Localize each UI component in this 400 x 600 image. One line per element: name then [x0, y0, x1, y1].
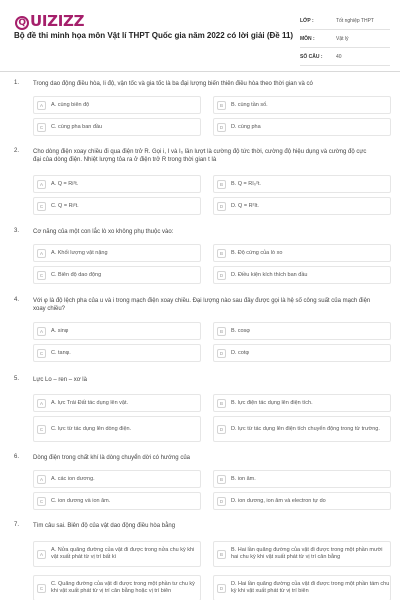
option-a[interactable] [33, 394, 201, 412]
option-letter: C [37, 123, 46, 132]
logo-q-mark: Q [15, 16, 29, 30]
meta-row-count [300, 48, 390, 66]
option-text: C. ion dương và ion âm. [51, 497, 111, 504]
option-text: C. cùng pha ban đầu [51, 123, 103, 130]
option-b[interactable] [213, 541, 391, 567]
meta-key: LỚP : [300, 17, 314, 24]
option-letter: A [37, 249, 46, 258]
option-letter: D [217, 271, 226, 280]
option-letter: A [37, 475, 46, 484]
option-letter: B [217, 399, 226, 408]
option-letter: C [37, 584, 46, 593]
option-c[interactable] [33, 492, 201, 510]
question-number: 5. [14, 376, 20, 382]
option-d[interactable] [213, 575, 391, 600]
option-text: D. lực từ tác dụng lên điện tích chuyển động trong từ trường. [231, 425, 380, 432]
question-text: Cho dòng điện xoay chiều đi qua điện trở R. Gọi i, I và I₀ lần lượt là cường độ tức thời, cường độ hiệu dụng và cường độ cực đại của dòng điện. Nhiệt lượng tỏa ra ở điện trở R trong thời gian t là [33, 149, 367, 163]
option-letter: A [37, 550, 46, 559]
option-letter: C [37, 202, 46, 211]
option-d[interactable] [213, 416, 391, 442]
option-text: B. ion âm. [231, 475, 256, 482]
option-c[interactable] [33, 197, 201, 215]
option-letter: D [217, 584, 226, 593]
option-c[interactable] [33, 575, 201, 600]
option-letter: D [217, 123, 226, 132]
option-text: B. cùng tần số. [231, 101, 268, 108]
option-text: D. Q = R²It. [231, 202, 259, 209]
question-text: Tìm câu sai. Biên độ của vật dao động điều hòa bằng [33, 523, 176, 529]
option-text: B. Q = RI₀²t. [231, 180, 261, 187]
meta-row-grade [300, 12, 390, 30]
option-c[interactable] [33, 118, 201, 136]
meta-key: MÔN : [300, 35, 315, 42]
meta-row-subject [300, 30, 390, 48]
option-d[interactable] [213, 492, 391, 510]
option-text: C. Q = Ri²t. [51, 202, 79, 209]
option-text: B. Hai lần quãng đường của vật đi được trong một phần mười hai chu kỳ khi vật xuất phát từ vị trí cân bằng [231, 547, 383, 560]
option-a[interactable] [33, 541, 201, 567]
question-text: Trong dao động điều hòa, li độ, vận tốc và gia tốc là ba đại lượng biến thiên điều hòa theo thời gian và có [33, 81, 313, 87]
option-b[interactable] [213, 175, 391, 193]
option-letter: A [37, 399, 46, 408]
question-number: 3. [14, 228, 20, 234]
meta-value: Vật lý [336, 35, 349, 42]
option-letter: B [217, 101, 226, 110]
question-text: Cơ năng của một con lắc lò xo không phụ thuộc vào: [33, 229, 174, 235]
option-text: C. lực từ tác dụng lên dòng điện. [51, 425, 132, 432]
option-b[interactable] [213, 244, 391, 262]
option-letter: C [37, 349, 46, 358]
question-number: 2. [14, 148, 20, 154]
option-text: C. tanφ. [51, 349, 71, 356]
option-text: A. Q = Ri²t. [51, 180, 79, 187]
option-letter: B [217, 249, 226, 258]
question-text: Dòng điện trong chất khí là dòng chuyển dời có hướng của [33, 455, 190, 461]
question-number: 1. [14, 80, 20, 86]
option-text: B. lực điện tác dụng lên điện tích. [231, 399, 313, 406]
option-letter: C [37, 271, 46, 280]
option-text: A. Khối lượng vật nặng [51, 249, 108, 256]
option-letter: B [217, 180, 226, 189]
option-d[interactable] [213, 266, 391, 284]
option-text: C. Quãng đường của vật đi được trong một phần tư chu kỳ khi vật xuất phát từ vị trí cân bằng hoặc vị trí biên [51, 581, 195, 594]
option-letter: D [217, 349, 226, 358]
document-header [0, 0, 400, 70]
option-d[interactable] [213, 344, 391, 362]
option-letter: A [37, 327, 46, 336]
option-letter: A [37, 180, 46, 189]
option-text: A. các ion dương. [51, 475, 95, 482]
document-title: Bộ đề thi minh họa môn Vật lí THPT Quốc gia năm 2022 có lời giải (Đề 11) [14, 31, 294, 40]
option-letter: C [37, 425, 46, 434]
meta-table [300, 12, 390, 66]
option-text: A. cùng biên độ [51, 101, 90, 108]
option-text: D. Điều kiện kích thích ban đầu [231, 271, 308, 278]
option-text: D. cùng pha [231, 123, 261, 130]
option-c[interactable] [33, 344, 201, 362]
option-text: C. Biên độ dao động [51, 271, 102, 278]
option-a[interactable] [33, 175, 201, 193]
option-letter: D [217, 425, 226, 434]
option-a[interactable] [33, 322, 201, 340]
option-a[interactable] [33, 96, 201, 114]
quizizz-logo [15, 12, 84, 30]
header-divider [0, 71, 400, 72]
question-text: Với φ là độ lệch pha của u và i trong mạch điện xoay chiều. Đại lượng nào sau đây được gọi là hệ số công suất của mạch điện xoay chiều? [33, 298, 371, 312]
option-c[interactable] [33, 416, 201, 442]
logo-text: UIZIZZ [30, 12, 85, 30]
option-b[interactable] [213, 322, 391, 340]
option-text: A. lực Trái Đất tác dụng lên vật. [51, 399, 129, 406]
option-letter: A [37, 101, 46, 110]
meta-value: 40 [336, 53, 342, 60]
option-letter: B [217, 475, 226, 484]
option-text: A. Nửa quãng đường của vật đi được trong nửa chu kỳ khi vật xuất phát từ vị trí bất kì [51, 547, 195, 560]
option-text: D. Hai lần quãng đường của vật đi được trong một phần tám chu kỳ khi vật xuất phát từ vị trí biên [231, 581, 390, 594]
option-text: B. Độ cứng của lò xo [231, 249, 283, 256]
option-letter: D [217, 497, 226, 506]
option-b[interactable] [213, 96, 391, 114]
meta-value: Tốt nghiệp THPT [336, 17, 374, 24]
option-text: A. sinφ [51, 327, 69, 334]
question-number: 6. [14, 454, 20, 460]
option-c[interactable] [33, 266, 201, 284]
question-number: 4. [14, 297, 20, 303]
meta-key: SỐ CÂU : [300, 53, 323, 60]
option-text: D. cotφ [231, 349, 249, 356]
option-b[interactable] [213, 394, 391, 412]
question-text: Lực Lo – ren – xơ là [33, 377, 87, 383]
option-a[interactable] [33, 470, 201, 488]
option-text: D. ion dương, ion âm và electron tự do [231, 497, 326, 504]
option-letter: C [37, 497, 46, 506]
option-d[interactable] [213, 118, 391, 136]
option-d[interactable] [213, 197, 391, 215]
option-b[interactable] [213, 470, 391, 488]
question-number: 7. [14, 522, 20, 528]
option-a[interactable] [33, 244, 201, 262]
option-text: B. cosφ [231, 327, 250, 334]
option-letter: B [217, 327, 226, 336]
option-letter: B [217, 550, 226, 559]
option-letter: D [217, 202, 226, 211]
